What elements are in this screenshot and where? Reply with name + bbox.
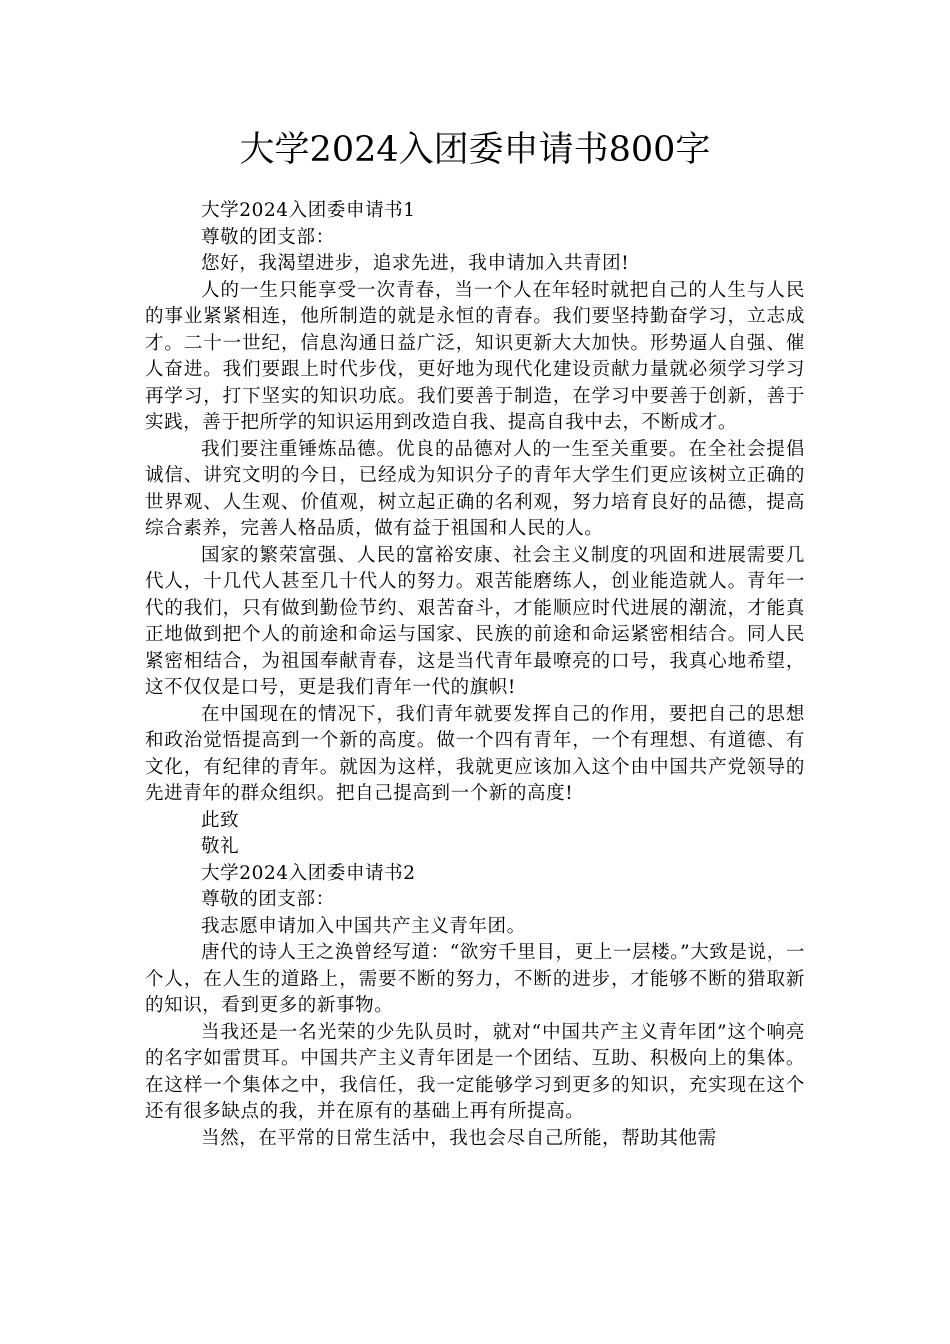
paragraph: 唐代的诗人王之涣曾经写道：“欲穷千里目，更上一层楼。”大致是说，一个人，在人生的道路上，需要不断的努力，不断的进步，才能够不断的猎取新的知识，看到更多的新事物。 [145,942,805,1016]
paragraph: 当我还是一名光荣的少先队员时，就对“中国共产主义青年团”这个响亮的名字如雷贯耳。中国共产主义青年团是一个团结、互助、积极向上的集体。在这样一个集体之中，我信任，我一定能够学习到更多的知识，充实现在这个还有很多缺点的我，并在原有的基础上再有所提高。 [145,1021,805,1122]
salutation: 尊敬的团支部： [201,226,335,248]
paragraph: 我们要注重锤炼品德。优良的品德对人的一生至关重要。在全社会提倡诚信、讲究文明的今日，已经成为知识分子的青年大学生们更应该树立正确的世界观、人生观、价值观，树立起正确的名利观，努力培育良好的品德，提高综合素养，完善人格品质，做有益于祖国和人民的人。 [145,438,805,539]
closing: 敬礼 [201,836,240,857]
document-title: 大学2024入团委申请书800字 [239,130,711,170]
closing: 此致 [201,809,240,831]
paragraph: 当然，在平常的日常生活中，我也会尽自己所能，帮助其他需 [201,1127,717,1149]
section-heading-2: 大学2024入团委申请书2 [201,862,416,884]
paragraph: 在中国现在的情况下，我们青年就要发挥自己的作用，要把自己的思想和政治觉悟提高到一个新的高度。做一个四有青年，一个有理想、有道德、有文化，有纪律的青年。就因为这样，我就更应该加入这个由中国共产党领导的先进青年的群众组织。把自己提高到一个新的高度! [145,703,805,804]
paragraph: 人的一生只能享受一次青春，当一个人在年轻时就把自己的人生与人民的事业紧紧相连，他所制造的就是永恒的青春。我们要坚持勤奋学习，立志成才。二十一世纪，信息沟通日益广泛，知识更新大大加快。形势逼人自强、催人奋进。我们要跟上时代步伐，更好地为现代化建设贡献力量就必须学习学习再学习，打下坚实的知识功底。我们要善于制造，在学习中要善于创新，善于实践，善于把所学的知识运用到改造自我、提高自我中去，不断成才。 [145,279,805,433]
salutation: 尊敬的团支部： [201,889,335,910]
paragraph: 我志愿申请加入中国共产主义青年团。 [201,915,526,937]
paragraph: 国家的繁荣富强、人民的富裕安康、社会主义制度的巩固和进展需要几代人，十几代人甚至几十代人的努力。艰苦能磨练人，创业能造就人。青年一代的我们，只有做到勤俭节约、艰苦奋斗，才能顺应时代进展的潮流，才能真正地做到把个人的前途和命运与国家、民族的前途和命运紧密相结合。同人民紧密相结合，为祖国奉献青春，这是当代青年最嘹亮的口号，我真心地希望，这不仅仅是口号，更是我们青年一代的旗帜! [145,544,805,698]
section-heading-1: 大学2024入团委申请书1 [201,200,416,221]
document-body [145,198,805,1152]
paragraph: 您好，我渴望进步，追求先进，我申请加入共青团! [201,253,630,274]
